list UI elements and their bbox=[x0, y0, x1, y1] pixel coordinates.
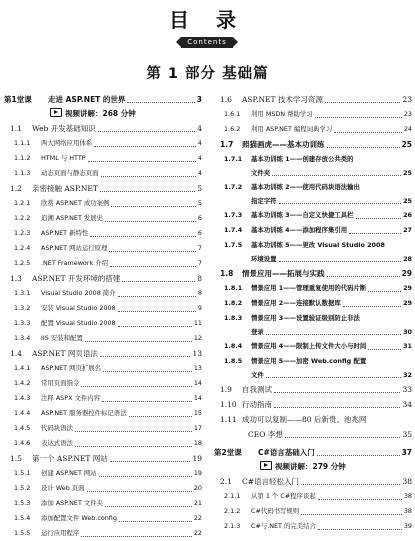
entry-number: 1.4.3 bbox=[14, 394, 31, 402]
toc-chapter-entry[interactable] bbox=[214, 445, 412, 460]
toc-entry-continuation[interactable] bbox=[214, 253, 412, 266]
toc-section-entry[interactable] bbox=[214, 92, 412, 107]
leader-dots bbox=[118, 326, 192, 327]
entry-page-number: 22 bbox=[193, 529, 202, 537]
leader-dots bbox=[90, 236, 196, 237]
entry-title: CEO 李想 bbox=[248, 430, 283, 439]
entry-title: 基本功训练 1——创建存放公共类的 bbox=[251, 155, 354, 163]
entry-title: 运行应用程序 bbox=[41, 529, 80, 537]
leader-dots bbox=[75, 431, 192, 432]
entry-page-number: 29 bbox=[401, 269, 412, 278]
toc-subsection-entry[interactable] bbox=[4, 241, 202, 256]
toc-subsection-entry[interactable] bbox=[214, 208, 412, 223]
entry-number: 1.4 bbox=[10, 349, 22, 358]
entry-number: 1.11 bbox=[220, 415, 237, 424]
entry-number: 1.2.2 bbox=[14, 214, 31, 222]
entry-number: 1.5.1 bbox=[14, 469, 31, 477]
entry-title: ASP.NET 网页扩展名 bbox=[41, 364, 102, 372]
entry-title: 情景应用 2——连接默认数据库 bbox=[251, 299, 341, 307]
leader-dots bbox=[301, 514, 402, 515]
leader-dots bbox=[272, 175, 401, 176]
entry-page-number: 29 bbox=[403, 299, 412, 307]
entry-page-number: 11 bbox=[193, 319, 202, 327]
entry-page-number: 21 bbox=[193, 499, 202, 507]
toc-subsection-entry[interactable] bbox=[4, 361, 202, 376]
entry-page-number: 33 bbox=[402, 385, 412, 394]
toc-subsection-entry[interactable] bbox=[214, 311, 412, 326]
toc-section-entry[interactable] bbox=[4, 451, 202, 466]
video-duration-text: 视频讲解：268 分钟 bbox=[65, 109, 136, 118]
toc-title: 目 录 bbox=[169, 8, 246, 32]
toc-subsection-entry[interactable] bbox=[4, 391, 202, 406]
entry-title: 基本功训练 2——使用代码块语法输出 bbox=[251, 183, 360, 191]
leader-dots bbox=[81, 386, 192, 387]
entry-page-number: 39 bbox=[403, 522, 412, 530]
entry-page-number: 8 bbox=[197, 289, 202, 297]
entry-page-number: 6 bbox=[197, 229, 202, 237]
entry-number: 1.7.3 bbox=[224, 211, 243, 219]
toc-subsection-entry[interactable] bbox=[4, 211, 202, 226]
entry-title: 表达式语法 bbox=[41, 439, 73, 447]
entry-title: 指定字符 bbox=[251, 197, 277, 205]
entry-number: 1.8.5 bbox=[224, 357, 243, 365]
entry-page-number: 5 bbox=[197, 199, 202, 207]
leader-dots bbox=[111, 206, 195, 207]
entry-page-number: 34 bbox=[402, 400, 412, 409]
entry-number: 1.10 bbox=[220, 400, 237, 409]
leader-dots bbox=[127, 102, 194, 103]
entry-title: 走进 ASP.NET 的世界 bbox=[48, 95, 126, 104]
toc-subsection-entry[interactable] bbox=[214, 296, 412, 311]
entry-page-number: 26 bbox=[403, 211, 412, 219]
toc-subsection-entry[interactable] bbox=[4, 196, 202, 211]
leader-dots bbox=[349, 233, 401, 234]
entry-number: 1.7.5 bbox=[224, 241, 243, 249]
entry-page-number: 14 bbox=[193, 379, 202, 387]
video-icon bbox=[50, 108, 62, 117]
entry-page-number: 32 bbox=[403, 371, 412, 379]
leader-dots bbox=[75, 446, 192, 447]
entry-number: 1.5.4 bbox=[14, 514, 31, 522]
toc-subsection-entry[interactable] bbox=[4, 466, 202, 481]
entry-number: 1.8.1 bbox=[224, 284, 243, 292]
entry-number: 1.4.1 bbox=[14, 364, 31, 372]
entry-number: 2.1.2 bbox=[224, 507, 241, 515]
leader-dots bbox=[99, 476, 192, 477]
entry-page-number: 9 bbox=[197, 304, 202, 312]
entry-title: 常用页面指令 bbox=[41, 379, 80, 387]
entry-title: 从第 1 个 C#程序谈起 bbox=[251, 492, 316, 500]
leader-dots bbox=[122, 281, 195, 282]
entry-page-number: 4 bbox=[197, 169, 202, 177]
leader-dots bbox=[87, 491, 192, 492]
video-duration-text: 视频讲解：279 分钟 bbox=[275, 462, 346, 471]
entry-title: Web 开发基础知识 bbox=[32, 124, 96, 133]
entry-page-number: 23 bbox=[403, 110, 412, 118]
leader-dots bbox=[119, 521, 192, 522]
entry-title: ASP.NET 网页语法 bbox=[32, 349, 98, 358]
entry-number: 1.7.2 bbox=[224, 183, 243, 191]
entry-page-number: 3 bbox=[196, 95, 202, 104]
toc-subsection-entry[interactable] bbox=[4, 511, 202, 526]
leader-dots bbox=[118, 296, 196, 297]
toc-subsection-entry[interactable] bbox=[214, 223, 412, 238]
entry-title: ASP.NET 网站运行原理 bbox=[41, 244, 108, 252]
entry-number: 2.1.1 bbox=[224, 492, 241, 500]
entry-title: 基本功训练 5——更改 Visual Studio 2008 bbox=[251, 241, 385, 249]
leader-dots bbox=[94, 146, 196, 147]
toc-entry-continuation[interactable] bbox=[214, 195, 412, 208]
leader-dots bbox=[266, 377, 401, 378]
entry-page-number: 25 bbox=[401, 140, 412, 149]
leader-dots bbox=[285, 437, 401, 438]
toc-subsection-entry[interactable] bbox=[4, 496, 202, 511]
entry-title: 创建 ASP.NET 网站 bbox=[41, 469, 97, 477]
entry-title: 安装 Visual Studio 2008 bbox=[41, 304, 116, 312]
entry-title: 情景应用 4——限制上传文件大小与时间 bbox=[251, 342, 367, 350]
leader-dots bbox=[315, 117, 402, 118]
video-icon bbox=[260, 461, 272, 470]
entry-number: 1.5 bbox=[10, 454, 22, 463]
entry-number: 1.6 bbox=[220, 95, 232, 104]
entry-title: 登录 bbox=[251, 328, 264, 336]
leader-dots bbox=[318, 499, 402, 500]
entry-number: 1.3.3 bbox=[14, 319, 31, 327]
entry-number: 1.5.2 bbox=[14, 484, 31, 492]
leader-dots bbox=[334, 132, 402, 133]
entry-page-number: 24 bbox=[403, 125, 412, 133]
toc-subsection-entry[interactable] bbox=[214, 519, 412, 534]
entry-number: 1.2.4 bbox=[14, 244, 31, 252]
entry-number: 第1堂课 bbox=[4, 95, 32, 104]
leader-dots bbox=[100, 191, 195, 192]
leader-dots bbox=[301, 484, 400, 485]
entry-number: 1.1 bbox=[10, 124, 22, 133]
entry-title: 情景应用 5——加密 Web.config 配置 bbox=[251, 357, 367, 365]
entry-title: ASP.NET 服务器控件标记语法 bbox=[41, 409, 127, 417]
leader-dots bbox=[266, 334, 401, 335]
entry-page-number: 38 bbox=[402, 477, 412, 486]
toc-subsection-entry[interactable] bbox=[214, 504, 412, 519]
entry-page-number: 14 bbox=[193, 394, 202, 402]
leader-dots bbox=[129, 416, 192, 417]
entry-page-number: 7 bbox=[197, 244, 202, 252]
toc-section-entry[interactable] bbox=[214, 412, 412, 427]
leader-dots bbox=[101, 176, 196, 177]
entry-title: Visual Studio 2008 简介 bbox=[41, 289, 116, 297]
entry-number: 第2堂课 bbox=[214, 448, 242, 457]
leader-dots bbox=[109, 251, 196, 252]
entry-title: ASP.NET 技术学习资源 bbox=[242, 95, 323, 104]
entry-title: 追溯 ASP.NET 发展史 bbox=[41, 214, 104, 222]
toc-entry-continuation[interactable] bbox=[214, 167, 412, 180]
toc-subsection-entry[interactable] bbox=[214, 107, 412, 122]
entry-number: 1.7 bbox=[220, 140, 234, 149]
entry-page-number: 6 bbox=[197, 214, 202, 222]
entry-number: 1.1.3 bbox=[14, 169, 31, 177]
entry-number: 1.3 bbox=[10, 274, 22, 283]
entry-page-number: 25 bbox=[403, 169, 412, 177]
entry-number: 1.3.2 bbox=[14, 304, 31, 312]
leader-dots bbox=[274, 407, 400, 408]
leader-dots bbox=[100, 356, 191, 357]
toc-subsection-entry[interactable] bbox=[214, 339, 412, 354]
leader-dots bbox=[279, 261, 402, 262]
entry-title: 照猫画虎——基本功训练 bbox=[242, 140, 325, 149]
entry-page-number: 8 bbox=[197, 274, 202, 283]
toc-subsection-entry[interactable] bbox=[214, 152, 412, 167]
toc-section-entry[interactable] bbox=[4, 346, 202, 361]
toc-section-entry[interactable] bbox=[4, 121, 202, 136]
entry-title: 动态页面与静态页面 bbox=[41, 169, 99, 177]
entry-page-number: 4 bbox=[197, 139, 202, 147]
entry-number: 1.8 bbox=[220, 269, 234, 278]
entry-page-number: 30 bbox=[403, 328, 412, 336]
toc-right-column bbox=[214, 92, 412, 530]
entry-number: 1.4.5 bbox=[14, 424, 31, 432]
entry-title: 代码块语法 bbox=[41, 424, 73, 432]
toc-subsection-entry[interactable] bbox=[4, 166, 202, 181]
toc-section-entry[interactable] bbox=[4, 271, 202, 286]
leader-dots bbox=[118, 311, 196, 312]
entry-number: 1.2 bbox=[10, 184, 22, 193]
entry-page-number: 4 bbox=[197, 124, 202, 133]
entry-number: 1.2.5 bbox=[14, 259, 31, 267]
entry-number: 1.1.2 bbox=[14, 154, 31, 162]
leader-dots bbox=[98, 131, 195, 132]
toc-left-column bbox=[4, 92, 202, 537]
entry-title: 基本功训练 3——自定义快捷工具栏 bbox=[251, 211, 354, 219]
entry-page-number: 17 bbox=[193, 424, 202, 432]
entry-number: 1.4.2 bbox=[14, 379, 31, 387]
leader-dots bbox=[279, 203, 402, 204]
entry-title: 亲密接触 ASP.NET bbox=[32, 184, 98, 193]
entry-number: 1.9 bbox=[220, 385, 232, 394]
entry-title: IIS 安装和配置 bbox=[41, 334, 83, 342]
entry-page-number: 13 bbox=[193, 364, 202, 372]
toc-subsection-entry[interactable] bbox=[4, 301, 202, 316]
entry-title: 情景应用 3——设置验证级别防止非法 bbox=[251, 314, 360, 322]
entry-title: 基本功训练 4——添加程序集引用 bbox=[251, 226, 348, 234]
toc-section-entry[interactable] bbox=[214, 397, 412, 412]
entry-title: 自我测试 bbox=[242, 385, 272, 394]
entry-title: 注释 ASPX 文件内容 bbox=[41, 394, 101, 402]
toc-section-entry[interactable] bbox=[4, 181, 202, 196]
toc-subsection-entry[interactable] bbox=[4, 421, 202, 436]
entry-page-number: 37 bbox=[401, 448, 412, 457]
entry-title: 成功可以复制——80 后新贵、池兆网 bbox=[242, 415, 367, 424]
entry-title: ASP.NET 新特性 bbox=[41, 229, 89, 237]
entry-page-number: 38 bbox=[403, 492, 412, 500]
toc-subsection-entry[interactable] bbox=[4, 376, 202, 391]
leader-dots bbox=[102, 401, 192, 402]
entry-title: 文件夹 bbox=[251, 169, 271, 177]
toc-subsection-entry[interactable] bbox=[214, 489, 412, 504]
leader-dots bbox=[368, 291, 401, 292]
leader-dots bbox=[343, 306, 401, 307]
entry-number: 1.1.1 bbox=[14, 139, 31, 147]
leader-dots bbox=[356, 218, 402, 219]
toc-subsection-entry[interactable] bbox=[4, 436, 202, 451]
leader-dots bbox=[327, 276, 400, 277]
toc-entry-continuation[interactable] bbox=[214, 326, 412, 339]
entry-page-number: 20 bbox=[193, 484, 202, 492]
entry-page-number: 15 bbox=[193, 409, 202, 417]
toc-entry-continuation[interactable] bbox=[214, 369, 412, 382]
leader-dots bbox=[110, 461, 191, 462]
toc-subsection-entry[interactable] bbox=[214, 238, 412, 253]
entry-title: C#语言基础入门 bbox=[258, 448, 315, 457]
leader-dots bbox=[327, 147, 400, 148]
entry-number: 2.1.3 bbox=[224, 522, 241, 530]
entry-number: 1.7.4 bbox=[224, 226, 243, 234]
leader-dots bbox=[88, 161, 196, 162]
entry-title: C#语言轻松入门 bbox=[242, 477, 300, 486]
leader-dots bbox=[325, 102, 401, 103]
entry-number: 1.2.1 bbox=[14, 199, 31, 207]
entry-page-number: 5 bbox=[197, 184, 202, 193]
entry-page-number: 29 bbox=[403, 284, 412, 292]
entry-title: 情景应用 1——管理重复使用的代码片断 bbox=[251, 284, 367, 292]
entry-title: 配置 Visual Studio 2008 bbox=[41, 319, 116, 327]
entry-page-number: 35 bbox=[402, 430, 412, 439]
entry-number: 1.6.1 bbox=[224, 110, 241, 118]
toc-section-entry[interactable] bbox=[214, 266, 412, 281]
entry-number: 2.1 bbox=[220, 477, 232, 486]
entry-number: 1.8.4 bbox=[224, 342, 243, 350]
toc-subsection-entry[interactable] bbox=[4, 526, 202, 541]
entry-title: 利用 ASP.NET 编程词典学习 bbox=[251, 125, 333, 133]
entry-title: 欣赏 ASP.NET 成功案例 bbox=[41, 199, 110, 207]
entry-title: 文件 bbox=[251, 371, 264, 379]
toc-entry-continuation[interactable] bbox=[214, 427, 412, 442]
entry-title: 两大网络应用体系 bbox=[41, 139, 93, 147]
entry-page-number: 19 bbox=[192, 454, 202, 463]
entry-number: 1.6.2 bbox=[224, 125, 241, 133]
toc-subsection-entry[interactable] bbox=[4, 406, 202, 421]
toc-subsection-entry[interactable] bbox=[4, 136, 202, 151]
toc-section-entry[interactable] bbox=[214, 474, 412, 489]
entry-page-number: 27 bbox=[403, 226, 412, 234]
entry-page-number: 25 bbox=[403, 197, 412, 205]
entry-title: C#与.NET 的完美结合 bbox=[251, 522, 316, 530]
entry-page-number: 28 bbox=[403, 255, 412, 263]
toc-subsection-entry[interactable] bbox=[214, 281, 412, 296]
entry-title: 行动指南 bbox=[242, 400, 272, 409]
toc-section-entry[interactable] bbox=[214, 137, 412, 152]
entry-page-number: 7 bbox=[197, 259, 202, 267]
toc-subsection-entry[interactable] bbox=[4, 256, 202, 271]
entry-title: 第一个 ASP.NET 网站 bbox=[32, 454, 108, 463]
leader-dots bbox=[105, 221, 196, 222]
leader-dots bbox=[274, 392, 400, 393]
entry-number: 1.8.2 bbox=[224, 299, 243, 307]
entry-title: C#代码书写规则 bbox=[251, 507, 300, 515]
entry-page-number: 19 bbox=[193, 469, 202, 477]
entry-page-number: 18 bbox=[193, 439, 202, 447]
toc-chapter-entry[interactable] bbox=[4, 92, 202, 107]
leader-dots bbox=[85, 341, 192, 342]
entry-title: HTML 与 HTTP bbox=[41, 154, 86, 162]
entry-number: 1.4.6 bbox=[14, 439, 31, 447]
entry-title: .NET Framework 介绍 bbox=[41, 259, 108, 267]
contents-badge: Contents bbox=[181, 37, 233, 48]
toc-subsection-entry[interactable] bbox=[4, 481, 202, 496]
entry-page-number: 23 bbox=[402, 95, 412, 104]
toc-subsection-entry[interactable] bbox=[214, 122, 412, 137]
entry-number: 1.5.5 bbox=[14, 529, 31, 537]
entry-number: 1.8.3 bbox=[224, 314, 243, 322]
entry-number: 1.7.1 bbox=[224, 155, 243, 163]
leader-dots bbox=[368, 349, 401, 350]
leader-dots bbox=[110, 266, 196, 267]
entry-number: 1.5.3 bbox=[14, 499, 31, 507]
entry-page-number: 4 bbox=[197, 154, 202, 162]
entry-page-number: 38 bbox=[403, 507, 412, 515]
entry-title: 添加 ASP.NET 文件夹 bbox=[41, 499, 104, 507]
toc-subsection-entry[interactable] bbox=[4, 331, 202, 346]
entry-page-number: 13 bbox=[192, 349, 202, 358]
entry-title: 添加配置文件 Web.config bbox=[41, 514, 117, 522]
toc-section-entry[interactable] bbox=[214, 382, 412, 397]
leader-dots bbox=[317, 455, 400, 456]
part-title: 第 1 部分 基础篇 bbox=[146, 66, 269, 82]
toc-subsection-entry[interactable] bbox=[4, 316, 202, 331]
toc-subsection-entry[interactable] bbox=[214, 180, 412, 195]
video-duration bbox=[214, 460, 412, 474]
entry-number: 1.2.3 bbox=[14, 229, 31, 237]
entry-title: ASP.NET 开发环境的搭建 bbox=[32, 274, 121, 283]
toc-subsection-entry[interactable] bbox=[4, 226, 202, 241]
entry-title: 设计 Web 页面 bbox=[41, 484, 85, 492]
toc-subsection-entry[interactable] bbox=[4, 151, 202, 166]
entry-page-number: 22 bbox=[193, 514, 202, 522]
toc-subsection-entry[interactable] bbox=[214, 354, 412, 369]
entry-page-number: 12 bbox=[193, 334, 202, 342]
entry-title: 环境设置 bbox=[251, 255, 277, 263]
entry-title: 利用 MSDN 帮助学习 bbox=[251, 110, 313, 118]
leader-dots bbox=[318, 529, 402, 530]
entry-number: 1.4.4 bbox=[14, 409, 31, 417]
toc-subsection-entry[interactable] bbox=[4, 286, 202, 301]
entry-title: 情景应用——拓展与实践 bbox=[242, 269, 325, 278]
entry-number: 1.3.1 bbox=[14, 289, 31, 297]
leader-dots bbox=[105, 506, 192, 507]
leader-dots bbox=[103, 371, 192, 372]
leader-dots bbox=[81, 536, 192, 537]
entry-number: 1.3.4 bbox=[14, 334, 31, 342]
entry-page-number: 31 bbox=[403, 342, 412, 350]
video-duration bbox=[4, 107, 202, 121]
